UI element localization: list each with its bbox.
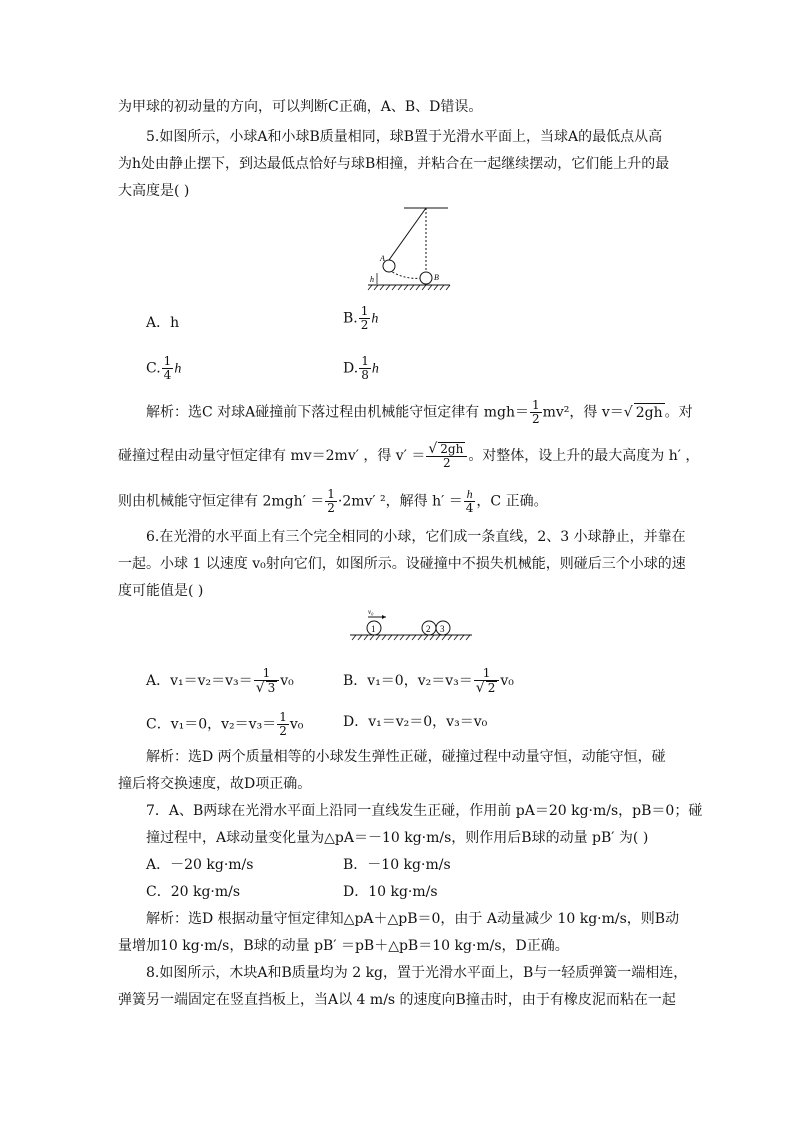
height-label: h (370, 275, 374, 284)
question-6-line-2: 一起。小球 1 以速度 v₀射向它们，如图所示。设碰撞中不损失机械能，则碰后三个小球的速 (118, 556, 686, 572)
q5-option-c: C. $\frac{1}{4}$ h (146, 354, 182, 382)
question-8-line-1: 8.如图所示，木块A和B质量均为 2 kg，置于光滑水平面上，B与一轻质弹簧一端相连， (146, 965, 688, 981)
q7-option-c: C．20 kg·m/s (146, 884, 241, 900)
ball-2-label: 2 (426, 624, 431, 634)
question-5-line-2: 为h处由静止摆下，到达最低点恰好与球B相撞，并粘合在一起继续摆动，它们能上升的最 (118, 156, 670, 172)
q5-solution-line-3: 则由机械能守恒定律有 2mgh′ ＝ $\frac{1}{2}$ ·2mv′ ²，解得 h′ ＝ $\frac{h}{4}$ ，C 正确。 (118, 487, 548, 515)
q5-solution-line-2: 碰撞过程由动量守恒定律有 mv＝2mv′ ，得 v′ ＝ $\frac{√ 2gh}{2}$ 。对整体，设上升的最大高度为 h′ ， (118, 441, 700, 470)
question-7-line-1: 7．A、B两球在光滑水平面上沿同一直线发生正碰，作用前 pA＝20 kg·m/s，pB＝0；碰 (146, 803, 703, 819)
q6-option-d: D．v₁＝v₂＝0，v₃＝v₀ (343, 714, 488, 730)
question-5-line-3: 大高度是( ) (118, 183, 190, 199)
q5-solution-line-1: 解析：选C 对球A碰撞前下落过程由机械能守恒定律有 mgh＝ $\frac{1}{2}$ mv²，得 v＝√ 2gh 。对 (146, 398, 693, 426)
q7-option-b: B．－10 kg·m/s (343, 857, 451, 873)
velocity-label: v₀ (368, 608, 374, 616)
q5-option-b: B. $\frac{1}{2}$ h (343, 304, 379, 332)
q6-solution-line-2: 撞后将交换速度，故D项正确。 (118, 776, 312, 792)
q7-solution-line-2: 量增加10 kg·m/s，B球的动量 pB′ ＝pB＋△pB＝10 kg·m/s，D正确。 (118, 938, 569, 954)
pendulum-figure (364, 204, 464, 296)
question-8-line-2: 弹簧另一端固定在竖直挡板上，当A以 4 m/s 的速度向B撞击时，由于有橡皮泥而粘在一起 (118, 992, 676, 1008)
q6-option-a: A．v₁＝v₂＝v₃＝ $\frac{1}{√ 3}$ v₀ (146, 666, 294, 696)
question-5-line-1: 5.如图所示，小球A和小球B质量相同，球B置于光滑水平面上，当球A的最低点从高 (146, 129, 663, 145)
q7-option-a: A．－20 kg·m/s (146, 857, 254, 873)
ball-3-label: 3 (440, 624, 445, 634)
balls-figure (348, 604, 474, 644)
q6-solution-line-1: 解析：选D 两个质量相等的小球发生弹性正碰，碰撞过程中动量守恒，动能守恒，碰 (146, 749, 666, 765)
text-line: 为甲球的初动量的方向，可以判断C正确，A、B、D错误。 (118, 99, 483, 115)
q7-option-d: D．10 kg·m/s (343, 884, 438, 900)
q5-option-a: A．h (146, 315, 180, 331)
q6-option-c: C．v₁＝0，v₂＝v₃＝ $\frac{1}{2}$ v₀ (146, 710, 304, 738)
q5-option-d: D. $\frac{1}{8}$ h (343, 354, 379, 382)
ball-a-label: A (380, 254, 385, 263)
question-7-line-2: 撞过程中，A球动量变化量为△pA＝－10 kg·m/s，则作用后B球的动量 pB′ 为( ) (146, 830, 649, 846)
question-6-line-3: 度可能值是( ) (118, 583, 204, 599)
q6-option-b: B．v₁＝0，v₂＝v₃＝ $\frac{1}{√ 2}$ v₀ (343, 666, 514, 696)
ball-1-label: 1 (371, 624, 376, 634)
question-6-line-1: 6.在光滑的水平面上有三个完全相同的小球，它们成一条直线，2、3 小球静止，并靠在 (146, 529, 686, 545)
q7-solution-line-1: 解析：选D 根据动量守恒定律知△pA＋△pB＝0，由于 A动量减少 10 kg·m/s，则B动 (146, 911, 680, 927)
ball-b-label: B (434, 273, 439, 282)
